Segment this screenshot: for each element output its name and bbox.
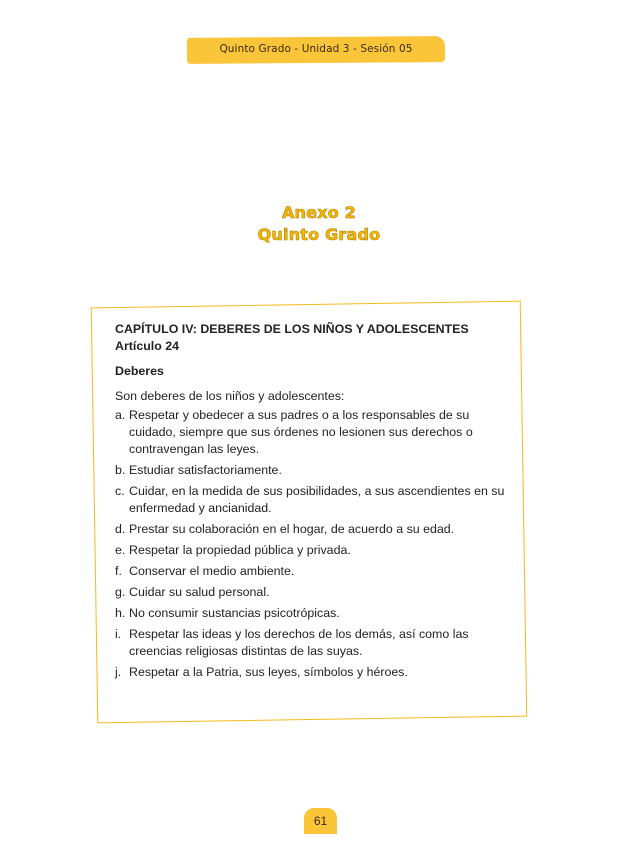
list-item — [115, 664, 515, 681]
list-item — [115, 626, 515, 660]
document-content — [115, 321, 515, 685]
list-item-text: No consumir sustancias psicotrópicas. — [129, 606, 340, 620]
page-number: 61 — [304, 808, 337, 834]
list-item — [115, 483, 515, 517]
annex-title-line-1: Anexo 2 — [281, 203, 357, 222]
list-item-letter: c. — [115, 484, 125, 498]
list-item-text: Respetar las ideas y los derechos de los demás, así como las creencias religiosas distintas de las suyas. — [129, 627, 469, 658]
list-item — [115, 462, 515, 479]
list-item-letter: i. — [115, 627, 122, 641]
list-item — [115, 521, 515, 538]
list-item-text: Cuidar, en la medida de sus posibilidades, a sus ascendientes en su enfermedad y ancianidad. — [129, 484, 505, 515]
list-item-text: Respetar y obedecer a sus padres o a los responsables de su cuidado, siempre que sus órdenes no lesionen sus derechos o contravengan las leyes. — [129, 408, 473, 456]
section-heading: Deberes — [115, 364, 164, 378]
list-item-letter: a. — [115, 408, 126, 422]
list-item — [115, 605, 515, 622]
list-item-letter: f. — [115, 564, 122, 578]
annex-title-line-2: Quinto Grado — [257, 225, 381, 244]
list-item-letter: h. — [115, 606, 126, 620]
list-item-text: Estudiar satisfactoriamente. — [129, 463, 282, 477]
article-heading: Artículo 24 — [115, 339, 180, 353]
header-banner-text: Quinto Grado - Unidad 3 - Sesión 05 — [219, 43, 413, 55]
list-item-letter: j. — [115, 665, 122, 679]
list-item-letter: e. — [115, 543, 126, 557]
list-item-letter: b. — [115, 463, 126, 477]
list-item-letter: d. — [115, 522, 126, 536]
list-item-text: Respetar la propiedad pública y privada. — [129, 543, 351, 557]
list-item — [115, 563, 515, 580]
list-item-text: Prestar su colaboración en el hogar, de acuerdo a su edad. — [129, 522, 455, 536]
list-item-text: Cuidar su salud personal. — [129, 585, 270, 599]
duties-list — [115, 407, 515, 681]
list-item — [115, 407, 515, 458]
list-item-letter: g. — [115, 585, 126, 599]
list-item — [115, 584, 515, 601]
chapter-heading: CAPÍTULO IV: DEBERES DE LOS NIÑOS Y ADOLESCENTES — [115, 322, 469, 336]
annex-title — [0, 202, 638, 246]
intro-text: Son deberes de los niños y adolescentes: — [115, 389, 345, 403]
list-item — [115, 542, 515, 559]
list-item-text: Conservar el medio ambiente. — [129, 564, 295, 578]
list-item-text: Respetar a la Patria, sus leyes, símbolos y héroes. — [129, 665, 408, 679]
